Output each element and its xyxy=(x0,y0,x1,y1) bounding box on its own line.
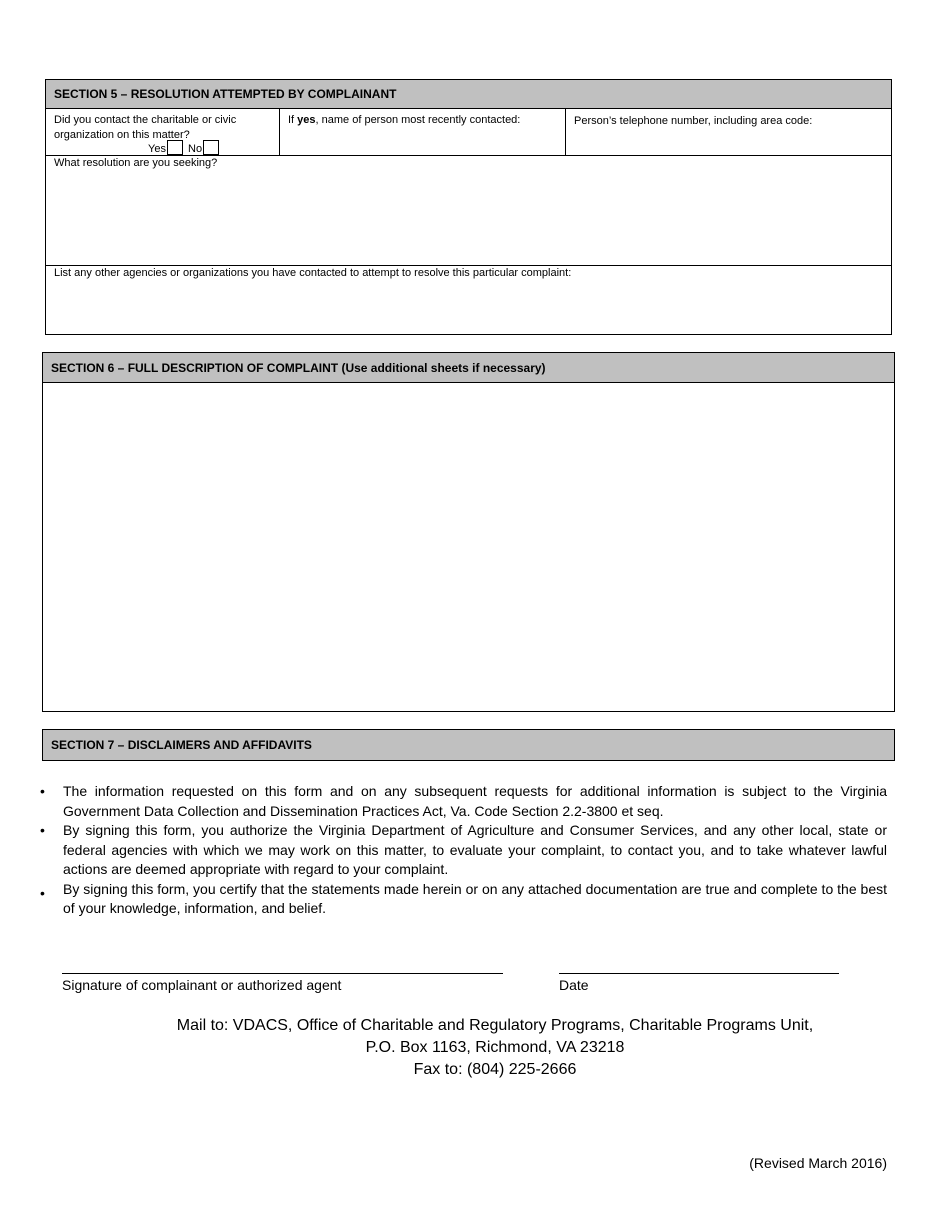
contact-question: Did you contact the charitable or civic organization on this matter? xyxy=(54,114,237,141)
agencies-cell[interactable] xyxy=(45,265,892,335)
signature-line[interactable] xyxy=(62,973,503,974)
section6-title: SECTION 6 – FULL DESCRIPTION OF COMPLAINT (Use additional sheets if necessary) xyxy=(51,360,546,375)
resolution-cell[interactable] xyxy=(45,155,892,266)
phone-label: Person’s telephone number, including area code: xyxy=(574,115,813,127)
person-name-cell[interactable] xyxy=(279,108,566,156)
signature-label: Signature of complainant or authorized agent xyxy=(62,977,342,993)
disclaimer-item-1 xyxy=(40,782,887,821)
revised-date: (Revised March 2016) xyxy=(749,1155,887,1171)
disclaimer-text-1: The information requested on this form and on any subsequent requests for additional information is subject to the Virginia Government Data Collection and Dissemination Practices Act, Va. Code Section 2.2-3800 et seq. xyxy=(63,783,887,819)
mail-line-1: Mail to: VDACS, Office of Charitable and Regulatory Programs, Charitable Programs Unit, xyxy=(176,1017,814,1034)
section5-header xyxy=(45,79,892,109)
section5-title: SECTION 5 – RESOLUTION ATTEMPTED BY COMPLAINANT xyxy=(54,87,397,101)
contact-question-cell xyxy=(45,108,280,156)
section7-title: SECTION 7 – DISCLAIMERS AND AFFIDAVITS xyxy=(51,738,312,752)
yes-checkbox[interactable] xyxy=(167,140,183,155)
person-bold: yes xyxy=(297,114,316,126)
mail-block xyxy=(45,1015,945,1081)
no-label: No xyxy=(188,143,203,155)
section6-header xyxy=(42,352,895,383)
disclaimer-text-2: By signing this form, you authorize the Virginia Department of Agriculture and Consumer Services, and any other local, state or federal agencies with which we may work on this matter, to evaluate your complaint, to contact you, and to take whatever lawful actions are deemed appropriate with regard to your complaint. xyxy=(63,822,887,877)
section7-header xyxy=(42,729,895,761)
agencies-label: List any other agencies or organizations you have contacted to attempt to resolve this particular complaint: xyxy=(54,267,572,279)
no-checkbox[interactable] xyxy=(203,140,219,155)
resolution-label: What resolution are you seeking? xyxy=(54,157,218,169)
mail-line-2: P.O. Box 1163, Richmond, VA 23218 xyxy=(365,1039,625,1056)
disclaimer-list xyxy=(40,782,887,919)
yes-label: Yes xyxy=(148,143,166,155)
disclaimer-item-2 xyxy=(40,821,887,880)
bullet-icon: • xyxy=(40,783,45,799)
date-line[interactable] xyxy=(559,973,839,974)
phone-cell[interactable] xyxy=(565,108,892,156)
disclaimer-text-3: By signing this form, you certify that the statements made herein or on any attached documentation are true and complete to the best of your knowledge, information, and belief. xyxy=(63,880,887,916)
mail-line-3: Fax to: (804) 225-2666 xyxy=(413,1061,577,1078)
bullet-icon: • xyxy=(40,884,45,901)
bullet-icon: • xyxy=(40,822,45,838)
disclaimer-item-3 xyxy=(40,880,887,919)
complaint-description-area[interactable] xyxy=(42,382,895,712)
date-label: Date xyxy=(559,977,589,993)
person-prefix: If xyxy=(288,114,298,126)
person-suffix: , name of person most recently contacted: xyxy=(315,114,521,126)
